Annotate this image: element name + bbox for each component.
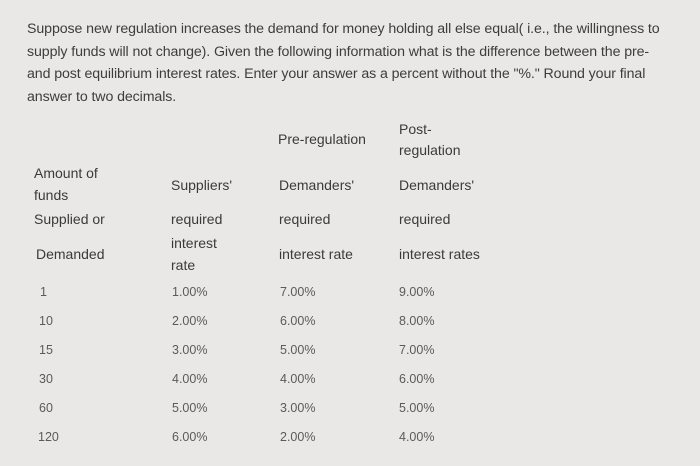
row4-pre: 4.00% <box>280 372 316 386</box>
row5-amount: 60 <box>39 401 53 415</box>
col2-header-line1: Suppliers' <box>171 177 233 193</box>
col2-header-line2: required <box>171 211 223 227</box>
col3-header-line3: interest rate <box>279 246 353 262</box>
row1-amount: 1 <box>40 285 47 299</box>
pre-regulation-label: Pre-regulation <box>278 131 366 147</box>
row1-suppliers: 1.00% <box>172 285 208 299</box>
row6-post: 4.00% <box>399 430 435 444</box>
col2-header-line4: rate <box>171 257 196 273</box>
row6-amount: 120 <box>38 430 59 444</box>
row2-post: 8.00% <box>399 314 435 328</box>
row1-post: 9.00% <box>399 285 435 299</box>
row6-pre: 2.00% <box>280 430 316 444</box>
row4-post: 6.00% <box>399 372 435 386</box>
post-regulation-label-line1: Post- <box>399 121 432 137</box>
col4-header-line2: required <box>399 211 451 227</box>
col3-header-line1: Demanders' <box>279 177 355 193</box>
row2-amount: 10 <box>39 314 53 328</box>
col4-header-line3: interest rates <box>399 246 480 262</box>
row5-pre: 3.00% <box>280 401 316 415</box>
col4-header-line1: Demanders' <box>399 177 475 193</box>
question-text: Suppose new regulation increases the demand for money holding all else equal( i.e., the willingness to supply funds will not change). Given the following information what is the difference between the pre- and post equilibrium interest rates. Enter your answer as a percent without the "%." Round your final answer to two decimals. <box>27 21 660 105</box>
row2-pre: 6.00% <box>280 314 316 328</box>
row6-suppliers: 6.00% <box>172 430 208 444</box>
row3-amount: 15 <box>39 343 53 357</box>
col3-header-line2: required <box>279 211 331 227</box>
row3-pre: 5.00% <box>280 343 316 357</box>
row3-post: 7.00% <box>399 343 435 357</box>
post-regulation-label-line2: regulation <box>399 142 461 158</box>
row2-suppliers: 2.00% <box>172 314 208 328</box>
row1-pre: 7.00% <box>280 285 316 299</box>
col1-header-line3: Supplied or <box>34 211 105 227</box>
col1-header-line4: Demanded <box>36 246 105 262</box>
row4-suppliers: 4.00% <box>172 372 208 386</box>
row3-suppliers: 3.00% <box>172 343 208 357</box>
row4-amount: 30 <box>39 372 53 386</box>
row5-post: 5.00% <box>399 401 435 415</box>
col2-header-line3: interest <box>171 235 217 251</box>
col1-header-line1: Amount of <box>34 165 98 181</box>
row5-suppliers: 5.00% <box>172 401 208 415</box>
col1-header-line2: funds <box>34 187 69 203</box>
